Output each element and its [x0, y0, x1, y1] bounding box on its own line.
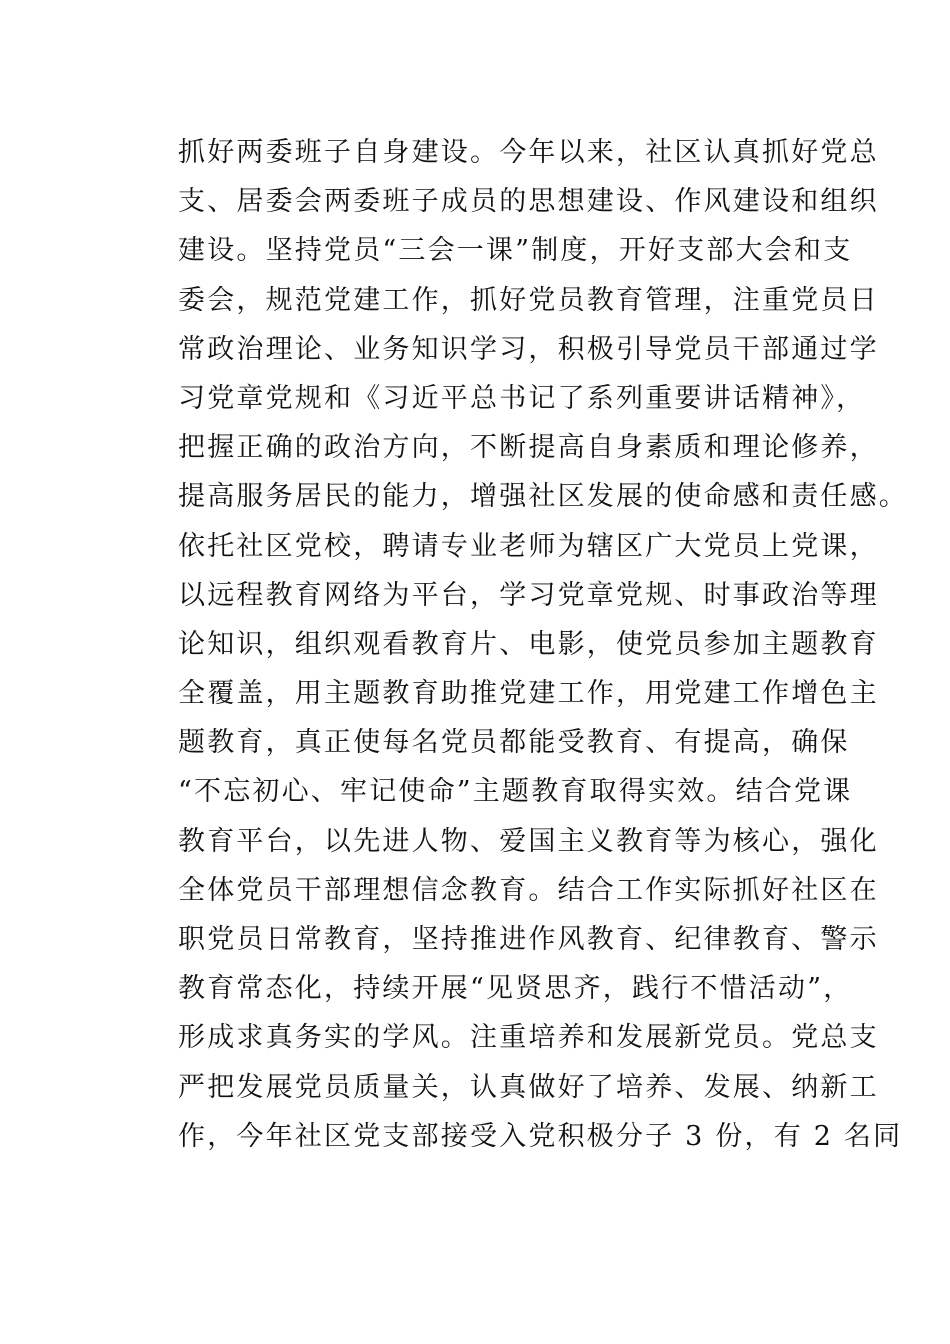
text-line: 职党员日常教育，坚持推进作风教育、纪律教育、警示 [178, 924, 879, 955]
text-line: 全覆盖，用主题教育助推党建工作，用党建工作增色主 [178, 678, 879, 710]
text-line: 提高服务居民的能力，增强社区发展的使命感和责任感。 [178, 481, 908, 513]
text-line: 教育常态化，持续开展“见贤思齐，践行不惜活动”， [178, 973, 853, 1005]
text-line: 建设。坚持党员“三会一课”制度，开好支部大会和支 [178, 235, 853, 267]
text-line: 严把发展党员质量关，认真做好了培养、发展、纳新工 [178, 1071, 879, 1103]
text-line: “不忘初心、牢记使命”主题教育取得实效。结合党课 [178, 776, 853, 808]
text-line: 全体党员干部理想信念教育。结合工作实际抓好社区在 [178, 874, 879, 906]
body-paragraph [178, 128, 908, 1161]
text-line: 习党章党规和《习近平总书记了系列重要讲话精神》， [178, 382, 866, 414]
text-line: 论知识，组织观看教育片、电影，使党员参加主题教育 [178, 628, 879, 660]
text-line: 作，今年社区党支部接受入党积极分子 3 份，有 2 名同 [178, 1120, 903, 1152]
text-line: 委会，规范党建工作，抓好党员教育管理，注重党员日 [178, 284, 879, 316]
text-line: 教育平台，以先进人物、爱国主义教育等为核心，强化 [178, 825, 879, 857]
text-line: 支、居委会两委班子成员的思想建设、作风建设和组织 [178, 186, 879, 218]
text-line: 题教育，真正使每名党员都能受教育、有提高，确保 [178, 727, 850, 759]
text-line: 常政治理论、业务知识学习，积极引导党员干部通过学 [178, 333, 879, 365]
text-line: 把握正确的政治方向，不断提高自身素质和理论修养， [178, 432, 879, 464]
text-line: 形成求真务实的学风。注重培养和发展新党员。党总支 [178, 1022, 879, 1054]
text-line: 抓好两委班子自身建设。今年以来，社区认真抓好党总 [178, 137, 879, 168]
text-line: 以远程教育网络为平台，学习党章党规、时事政治等理 [178, 579, 879, 611]
text-line: 依托社区党校，聘请专业老师为辖区广大党员上党课， [178, 530, 879, 562]
